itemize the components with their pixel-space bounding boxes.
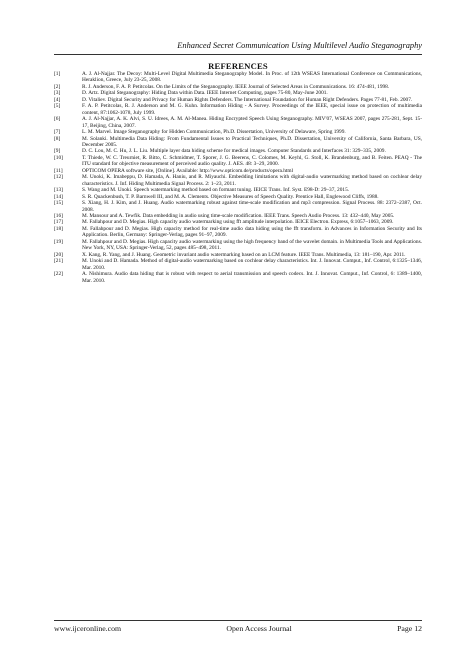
reference-number: [5] [54, 103, 61, 110]
reference-number: [4] [54, 96, 61, 103]
reference-number: [15] [54, 200, 63, 207]
reference-text: X. Kang, R. Yang, and J. Huang. Geometric invariant audio watermarking based on an LCM feature. IEEE Trans. Multimedia, 13: 181–190, Apr. 2011. [82, 251, 406, 258]
reference-number: [9] [54, 148, 61, 155]
section-title: REFERENCES [208, 61, 268, 71]
footer [54, 624, 422, 633]
reference-text: A. J. Al-Najjar. The Decoy: Multi-Level Digital Multimedia Steganography Model. In Proc. of 12th WSEAS International Conference on Communications, Heraklion, Greece, July 23-25, 2008. [82, 71, 422, 84]
reference-number: [2] [54, 83, 61, 90]
reference-text: L. M. Marvel. Image Steganography for Hidden Communication, Ph.D. Dissertation, University of Delaware, Spring 1999. [82, 129, 346, 136]
references-list [54, 71, 422, 284]
reference-item [54, 71, 422, 84]
reference-text: D. Artz. Digital Steganography: Hiding Data within Data. IEEE Internet Computing, pages 75-80, May-June 2001. [82, 90, 328, 97]
footer-divider [54, 620, 422, 621]
reference-number: [18] [54, 225, 63, 232]
reference-item [54, 174, 422, 187]
reference-number: [16] [54, 212, 63, 219]
reference-number: [3] [54, 90, 61, 97]
reference-number: [14] [54, 193, 63, 200]
reference-number: [1] [54, 71, 61, 77]
reference-text: A. Nishimura. Audio data hiding that is robust with respect to aerial transmission and speech codecs. Int. J. Innovat. Comput., Inf. Control, 6: 1389–1400, Mar. 2010. [82, 271, 422, 284]
reference-number: [13] [54, 187, 63, 194]
reference-text: R. J. Anderson, F. A. P. Petitcolas. On the Limits of the Steganography. IEEE Journal of Selected Areas in Communications. 16: 474-481, 1998. [82, 83, 390, 90]
running-head: Enhanced Secret Communication Using Multilevel Audio Steganography [177, 41, 422, 50]
reference-item [54, 116, 422, 129]
reference-text: M. Unoki, K. Imabeppu, D. Hamada, A. Haniu, and R. Miyauchi. Embedding limitations with digital-audio watermarking method based on cochlear delay characteristics. J. Inf. Hiding Multimedia Signal Process. 2: 1–23, 2011. [82, 174, 422, 187]
reference-number: [11] [54, 167, 63, 174]
footer-website: www.ijceronline.com [54, 624, 122, 633]
reference-number: [8] [54, 135, 61, 142]
reference-item [54, 200, 422, 213]
reference-text: S. R. Quackenbush, T. P. Barnwell III, and M. A. Clements. Objective Measures of Speech Quality. Prentice Hall, Englewood Cliffs, 1988. [82, 193, 379, 200]
reference-text: OPTICOM OPERA software site, [Online]. Available: http://www.opticom.de/products/opera.html [82, 167, 294, 174]
reference-text: D. C. Lou, M. C. Hu, J. L. Liu. Multiple layer data hiding scheme for medical images. Computer Standards and Interfaces 31: 329–335, 2009. [82, 148, 386, 155]
reference-item [54, 155, 422, 168]
reference-number: [20] [54, 251, 63, 258]
reference-text: S. Xiang, H. J. Kim, and J. Huang. Audio watermarking robust against time-scale modification and mp3 compression. Signal Process. 88: 2372–2387, Oct. 2008. [82, 200, 422, 213]
header-divider [54, 54, 422, 55]
reference-text: T. Thiede, W. C. Treurniet, R. Bitto, C. Schmidmer, T. Sporer, J. G. Beerens, C. Colomes, M. Keyhl, G. Stoll, K. Brandenburg, and B. Feiten. PEAQ - The ITU standard for objective measurement of perceived audio quality. J. AES. 48: 3–29, 2000. [82, 154, 422, 168]
reference-item [54, 258, 422, 271]
reference-text: D. Vitaliev. Digital Security and Privacy for Human Rights Defenders. The International Foundation for Human Right Defenders. Pages 77-81, Feb. 2007. [82, 96, 413, 103]
reference-number: [6] [54, 116, 61, 123]
reference-number: [7] [54, 129, 61, 136]
reference-number: [21] [54, 258, 63, 265]
reference-number: [19] [54, 238, 63, 245]
reference-item [54, 239, 422, 252]
reference-number: [17] [54, 219, 63, 226]
reference-text: S. Wang and M. Unoki. Speech watermarking method based on formant tuning. IEICE Trans. Inf. Syst. E98-D: 29–37, 2015. [82, 187, 350, 194]
reference-text: M. Fallahpour and D. Megias. High capacity method for real-time audio data hiding using the fft transform. in Advances in Information Security and Its Application. Berlin, Germany: Springer-Verlag, pages 91–97, 2009. [82, 225, 422, 239]
reference-number: [22] [54, 271, 63, 278]
reference-item [54, 103, 422, 116]
reference-text: F. A. P. Petitcolas, R. J. Anderson and M. G. Kuhn. Information Hiding - A Survey. Proceedings of the IEEE, special issue on protection of multimedia content, 87:1062-1078, July 1999. [82, 103, 422, 116]
reference-item [54, 271, 422, 284]
reference-item [54, 226, 422, 239]
reference-number: [12] [54, 174, 63, 181]
footer-page-number: Page 12 [397, 624, 422, 633]
reference-text: M. Fallahpour and D. Megias. High capacity audio watermarking using the high frequency band of the wavelet domain. in Multimedia Tools and Applications. New York, NY, USA: Springer-Verlag, 52, pages 485–498, 2011. [82, 238, 422, 252]
reference-text: M. Fallahpour and D. Megias. High capacity audio watermarking using fft amplitude interpolation. IEICE Electron. Express, 6:1057–1063, 2009. [82, 219, 394, 226]
reference-item [54, 136, 422, 149]
reference-text: A. J. Al-Najjar, A. K. Alvi, S. U. Idrees, A. M. Al-Manea. Hiding Encrypted Speech Using Steganography. MIV'07, WSEAS 2007, pages 275-281, Sept. 15-17, Beijing, China, 2007. [82, 116, 422, 129]
reference-text: M. Mansour and A. Tewfik. Data embedding in audio using time-scale modification. IEEE Trans. Speech Audio Process. 13: 432–440, May 2005. [82, 212, 395, 219]
reference-text: M. Unoki and D. Hamada. Method of digital-audio watermarking based on cochlear delay characteristics. Int. J. Innovat. Comput., Inf. Control, 6:1325–1346, Mar. 2010. [82, 258, 422, 271]
reference-text: M. Solanki. Multimedia Data Hiding: From Fundamental Issues to Practical Techniques, Ph.D. Dissertation, University of California, Santa Barbara, US, December 2005. [82, 135, 422, 148]
footer-journal: Open Access Journal [226, 624, 292, 633]
reference-number: [10] [54, 154, 63, 161]
